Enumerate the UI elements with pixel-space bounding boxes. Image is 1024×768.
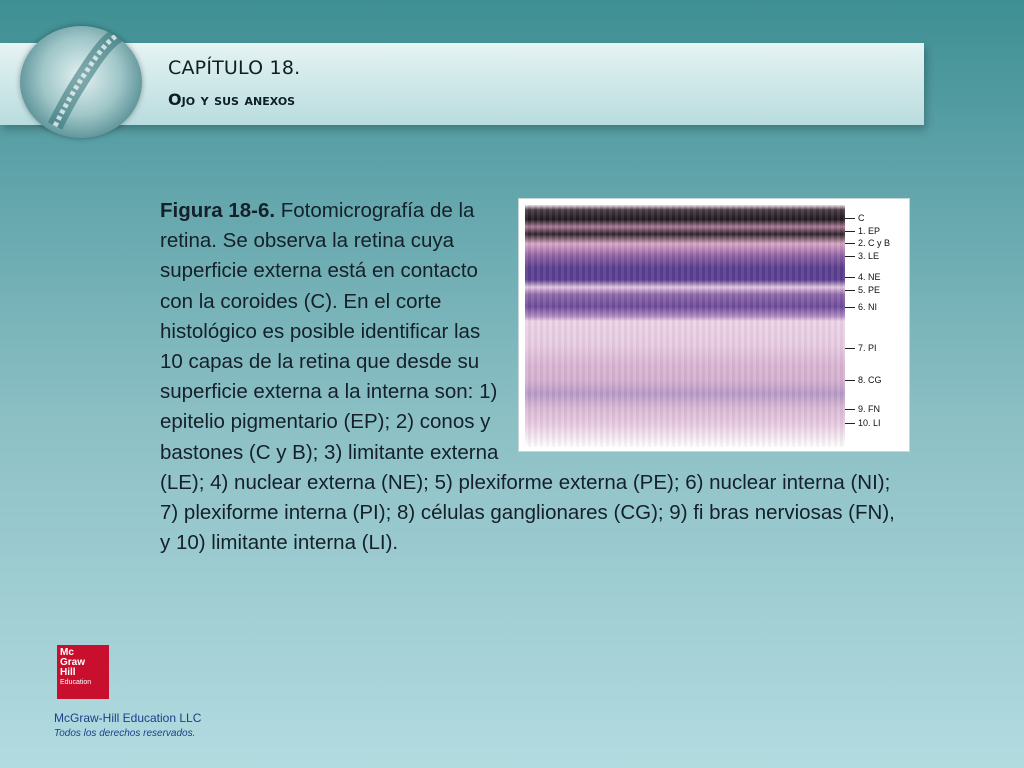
mcgraw-hill-logo [57, 645, 109, 699]
figure-number: Figura 18-6. [160, 199, 276, 222]
layer-label: 7. PI [845, 343, 877, 353]
retina-micrograph-image [525, 205, 845, 447]
layer-label: 3. LE [845, 251, 879, 261]
retina-micrograph-figure [518, 198, 910, 452]
footer-rights: Todos los derechos reservados. [54, 728, 196, 739]
layer-label: 8. CG [845, 375, 882, 385]
layer-label: 1. EP [845, 226, 880, 236]
logo-line: Education [60, 679, 92, 686]
layer-label: 5. PE [845, 285, 880, 295]
layer-label: 10. LI [845, 418, 881, 428]
logo-line: Hill [60, 667, 76, 678]
layer-label: 9. FN [845, 404, 880, 414]
footer-company: McGraw-Hill Education LLC [54, 711, 202, 725]
caption-text: Fotomicrografía de la retina. Se observa la retina cuya superficie externa está en contacto con la coroides (C). En el corte histológico es posible identificar las 10 capas de la retina que desde su superficie externa a la interna son: 1) epitelio pigmentario (EP); 2) conos y bastones (C y B); 3) limitante externa (LE); 4) nuclear externa (NE); 5) plexiforme externa (PE); 6) nuclear interna (NI); 7) plexiforme interna (PI); 8) células ganglionares (CG); 9) fi bras nerviosas (FN), y 10) limitante interna (LI). [160, 199, 895, 555]
chapter-subtitle: Ojo y sus anexos [168, 90, 296, 109]
figure-caption [160, 196, 910, 558]
chapter-emblem-image [20, 26, 142, 138]
layer-label: 6. NI [845, 302, 877, 312]
logo-line: Mc [60, 647, 74, 658]
logo-line: Graw [60, 657, 86, 668]
layer-label: 4. NE [845, 272, 881, 282]
chapter-title: CAPÍTULO 18. [168, 57, 301, 79]
layer-label: C [845, 213, 865, 223]
layer-label: 2. C y B [845, 238, 890, 248]
retina-layer-labels [845, 205, 909, 447]
